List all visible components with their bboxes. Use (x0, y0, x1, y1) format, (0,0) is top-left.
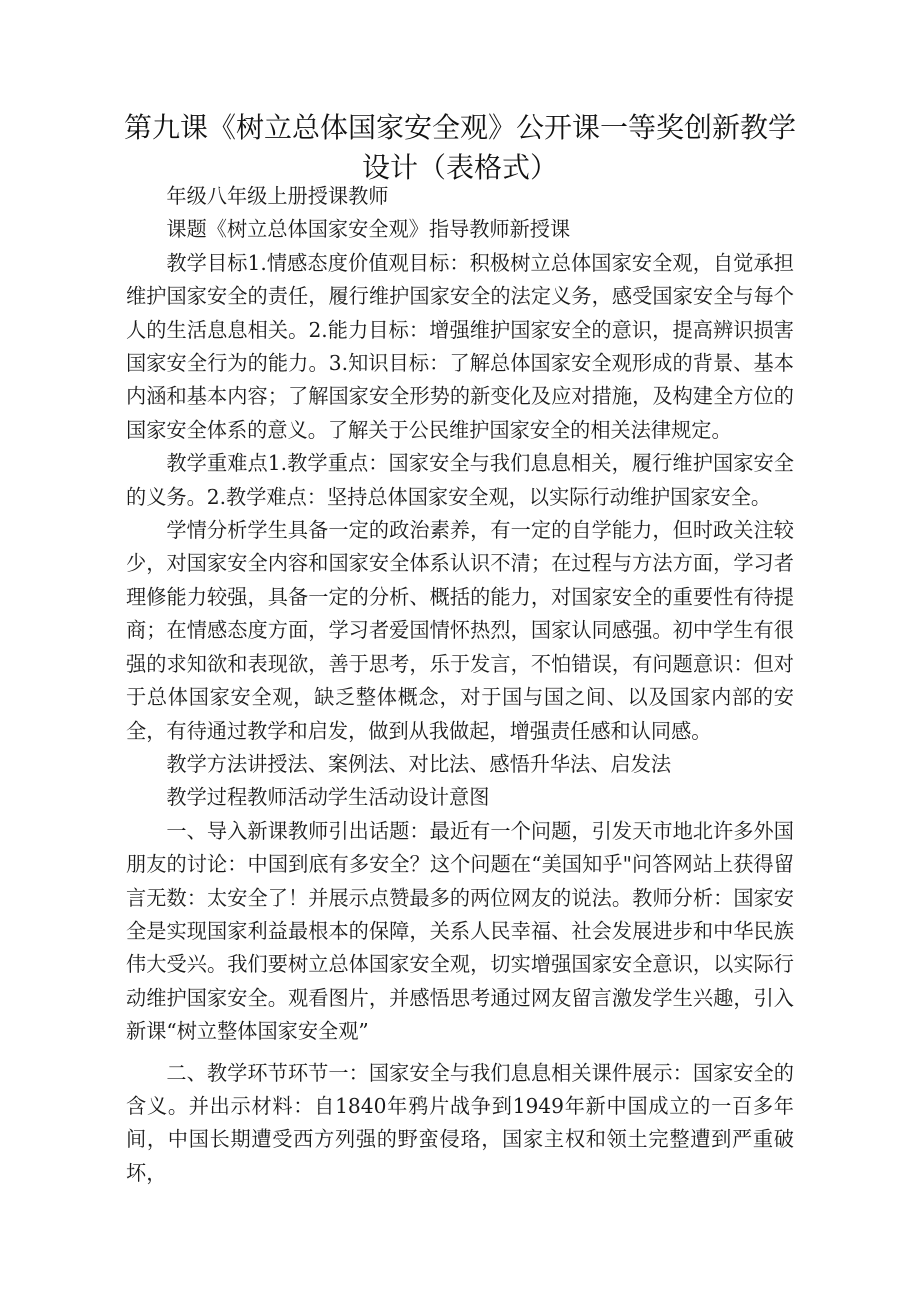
paragraph-topic: 课题《树立总体国家安全观》指导教师新授课 (166, 217, 571, 242)
document-title: 第九课《树立总体国家安全观》公开课一等奖创新教学设计（表格式） (123, 111, 796, 184)
paragraph-key-difficulties: 教学重难点1.教学重点：国家安全与我们息息相关，履行维护国家安全的义务。2.教学难点：坚持总体国家安全观，以实际行动维护国家安全。 (126, 451, 794, 509)
document-body (126, 180, 794, 1190)
paragraph-teaching-process: 教学过程教师活动学生活动设计意图 (166, 785, 490, 810)
paragraph-introduction: 一、导入新课教师引出话题：最近有一个问题，引发天市地北许多外国朋友的讨论：中国到底有多安全？这个问题在“美国知乎"问答网站上获得留言无数：太安全了！并展示点赞最多的两位网友的说法。教师分析：国家安全是实现国家利益最根本的保障，关系人民幸福、社会发展进步和中华民族伟大受兴。我们要树立总体国家安全观，切实增强国家安全意识，以实际行动维护国家安全。观看图片，并感悟思考通过网友留言激发学生兴趣，引入新课“树立整体国家安全观” (126, 818, 794, 1044)
paragraph-section-one: 二、教学环节环节一：国家安全与我们息息相关课件展示：国家安全的含义。并出示材料：自1840年鸦片战争到1949年新中国成立的一百多年间，中国长期遭受西方列强的野蛮侵珞，国家主权和领土完整遭到严重破坏， (126, 1060, 794, 1185)
paragraph-teaching-objectives: 教学目标1.情感态度价值观目标：积极树立总体国家安全观，自觉承担维护国家安全的责任，履行维护国家安全的法定义务，感受国家安全与每个人的生活息息相关。2.能力目标：增强维护国家安全的意识，提高辨识损害国家安全行为的能力。3.知识目标：了解总体国家安全观形成的背景、基本内涵和基本内容；了解国家安全形势的新变化及应对措施，及构建全方位的国家安全体系的意义。了解关于公民维护国家安全的相关法律规定。 (126, 250, 794, 442)
paragraph-grade-teacher: 年级八年级上册授课教师 (166, 184, 389, 208)
paragraph-teaching-methods: 教学方法讲授法、案例法、对比法、感悟升华法、启发法 (166, 751, 672, 776)
paragraph-learner-analysis: 学情分析学生具备一定的政治素养，有一定的自学能力，但时政关注较少，对国家安全内容和国家安全体系认识不清；在过程与方法方面，学习者理修能力较强，具备一定的分析、概括的能力，对国家安全的重要性有待提商；在情感态度方面，学习者爱国情怀热烈，国家认同感强。初中学生有很强的求知欲和表现欲，善于思考，乐于发言，不怕错误，有问题意识：但对于总体国家安全观，缺乏整体概念，对于国与国之间、以及国家内部的安全，有待通过教学和启发，做到从我做起，增强责任感和认同感。 (126, 518, 794, 743)
